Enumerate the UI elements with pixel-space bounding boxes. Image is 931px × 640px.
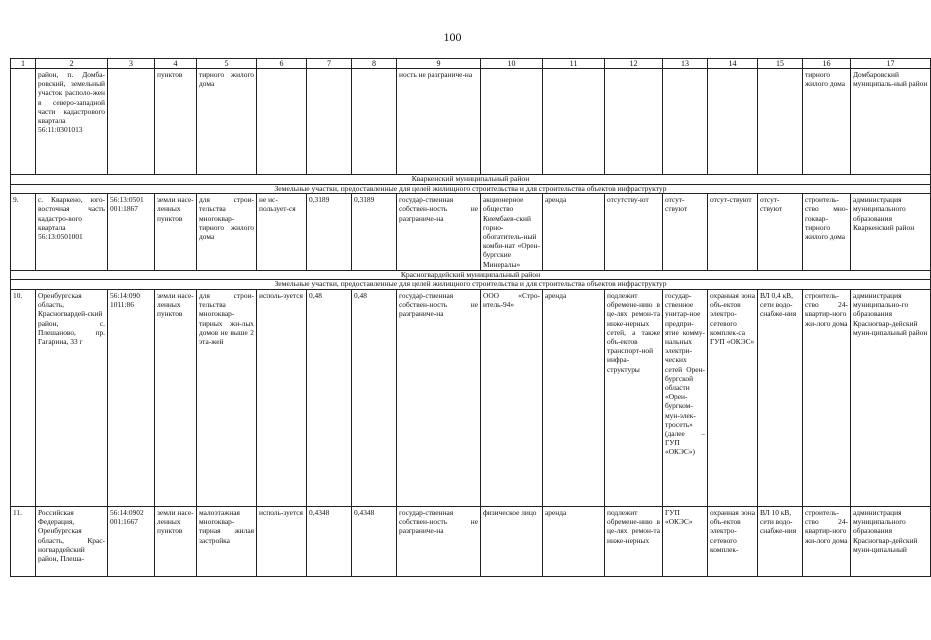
table-cell [307,69,352,175]
table-cell: исполь-зуется [257,290,307,507]
table-cell: администрация муниципально-го образования Красногвар-дейский муни-ципальный район [851,290,931,507]
table-cell [108,69,155,175]
table-cell: тирного жилого дома [803,69,851,175]
section-subtitle: Земельные участки, предоставленные для целей жилищного строительства и для строительства объектов инфраструктур [11,280,931,290]
column-number: 7 [307,59,352,69]
table-cell: 0,4348 [352,507,397,577]
column-number: 1 [11,59,36,69]
land-plots-table [10,58,931,577]
table-cell: с. Кваркено, юго-восточная часть кадастро-вого квартала 56:13:0501001 [36,194,108,271]
district-heading: Красногвардейский муниципальный район [11,270,931,280]
table-cell: 11. [11,507,36,577]
table-cell: район, п. Домба-ровский, земельный участок располо-жен в северо-западной части кадастрового квартала 56:11:0301013 [36,69,108,175]
table-cell: земли насе-ленных пунктов [155,194,197,271]
table-cell: 56:13:0501 001:1867 [108,194,155,271]
table-cell: земли насе-ленных пунктов [155,290,197,507]
table-cell: акционерное общество Киембаев-ский горно-обогатитель-ный комби-нат «Орен-бургские Минералы» [481,194,543,271]
column-number: 13 [663,59,708,69]
table-cell: Домбаровский муниципаль-ный район [851,69,931,175]
table-cell: ГУП «ОКЭС» [663,507,708,577]
section-subtitle-row [11,184,931,194]
table-cell: строитель-ство 24-квартир-ного жи-лого дома [803,290,851,507]
column-number: 4 [155,59,197,69]
table-cell: отсутству-ют [605,194,663,271]
table-cell: 0,48 [307,290,352,507]
table-cell [257,69,307,175]
table-cell: 0,3189 [352,194,397,271]
table-cell: строитель-ство 24-квартир-ного жи-лого дома [803,507,851,577]
table-cell [758,69,803,175]
page-number: 100 [443,30,462,44]
table-cell [352,69,397,175]
table-cell: строитель-ство мно-гоквар-тирного жилого дома [803,194,851,271]
table-cell: администрация муниципального образования Красногвар-дейский муни-ципальный [851,507,931,577]
table-cell: исполь-зуется [257,507,307,577]
district-heading: Кваркенский муниципальный район [11,175,931,185]
table-cell: 56:14:0902 001:1667 [108,507,155,577]
column-number: 2 [36,59,108,69]
district-heading-row [11,175,931,185]
table-cell [543,69,605,175]
column-number: 9 [397,59,481,69]
column-number: 10 [481,59,543,69]
table-cell: аренда [543,507,605,577]
table-cell: подлежит обремене-нию в це-лях ремон-та инже-нерных [605,507,663,577]
column-number: 15 [758,59,803,69]
table-cell: Российская Федерация, Оренбургская область, Крас-ногвардейский район, Плеша- [36,507,108,577]
table-cell: не ис-пользует-ся [257,194,307,271]
table-cell [663,69,708,175]
table-cell: 10. [11,290,36,507]
table-row [11,290,931,507]
table-cell: 0,48 [352,290,397,507]
column-number: 6 [257,59,307,69]
table-cell: ВЛ 10 кВ, сети водо-снабже-ния [758,507,803,577]
column-number-row [11,59,931,69]
table-cell: земли насе-ленных пунктов [155,507,197,577]
table-cell: аренда [543,290,605,507]
column-number: 14 [708,59,758,69]
table-cell: пунктов [155,69,197,175]
table-cell [481,69,543,175]
section-subtitle: Земельные участки, предоставленные для целей жилищного строительства и для строительства объектов инфраструктур [11,184,931,194]
table-row [11,69,931,175]
table-cell: ООО «Стро-итель-94» [481,290,543,507]
table-cell: охранная зона объ-ектов электро-сетевого комплек-са ГУП «ОКЭС» [708,290,758,507]
column-number: 3 [108,59,155,69]
table-cell: 56:14:090 1011:86 [108,290,155,507]
column-number: 17 [851,59,931,69]
section-subtitle-row [11,280,931,290]
table-cell [708,69,758,175]
table-cell: подлежит обремене-нию в це-лях ремон-та инже-нерных сетей, а также объ-ектов транспорт-ной инфра-структуры [605,290,663,507]
table-cell: ВЛ 0,4 кВ, сети водо-снабже-ния [758,290,803,507]
table-cell: отсут-ствуют [663,194,708,271]
table-cell: государ-ственное унитар-ное предпри-ятие комму-нальных электри-ческих сетей Орен-бургской области «Орен-бургком-мун-элек-тросеть» (далее – ГУП «ОКЭС») [663,290,708,507]
column-number: 8 [352,59,397,69]
table-cell: Оренбургская область, Красногвардей-ский район, с. Плешаново, пр. Гагарина, 33 г [36,290,108,507]
page-bottom-margin [10,610,890,640]
table-row [11,194,931,271]
table-cell: государ-ственная собствен-ность не разграниче-на [397,507,481,577]
table-cell: физическое лицо [481,507,543,577]
column-number: 16 [803,59,851,69]
table-cell: охранная зона объ-ектов электро-сетевого комплек- [708,507,758,577]
column-number: 11 [543,59,605,69]
column-number: 12 [605,59,663,69]
table-cell: администрация муниципального образования Кваркенский район [851,194,931,271]
table-cell: для строи-тельства многоквар-тирного жилого дома [197,194,257,271]
table-cell: отсут-ствуют [758,194,803,271]
table-cell: 0,4348 [307,507,352,577]
table-cell: тирного жилого дома [197,69,257,175]
table-cell [605,69,663,175]
table-cell: 9. [11,194,36,271]
table-row [11,507,931,577]
table-cell: для строи-тельства многоквар-тирных жи-лых домов не выше 2 эта-жей [197,290,257,507]
table-cell [11,69,36,175]
table-cell: малоэтажная многоквар-тирная жилая застройка [197,507,257,577]
column-number: 5 [197,59,257,69]
table-cell: 0,3189 [307,194,352,271]
table-cell: отсут-ствуют [708,194,758,271]
table-cell: государ-ственная собствен-ность не разграниче-на [397,194,481,271]
table-cell: государ-ственная собствен-ность не разграниче-на [397,290,481,507]
table-cell: ность не разграниче-на [397,69,481,175]
table-cell: аренда [543,194,605,271]
